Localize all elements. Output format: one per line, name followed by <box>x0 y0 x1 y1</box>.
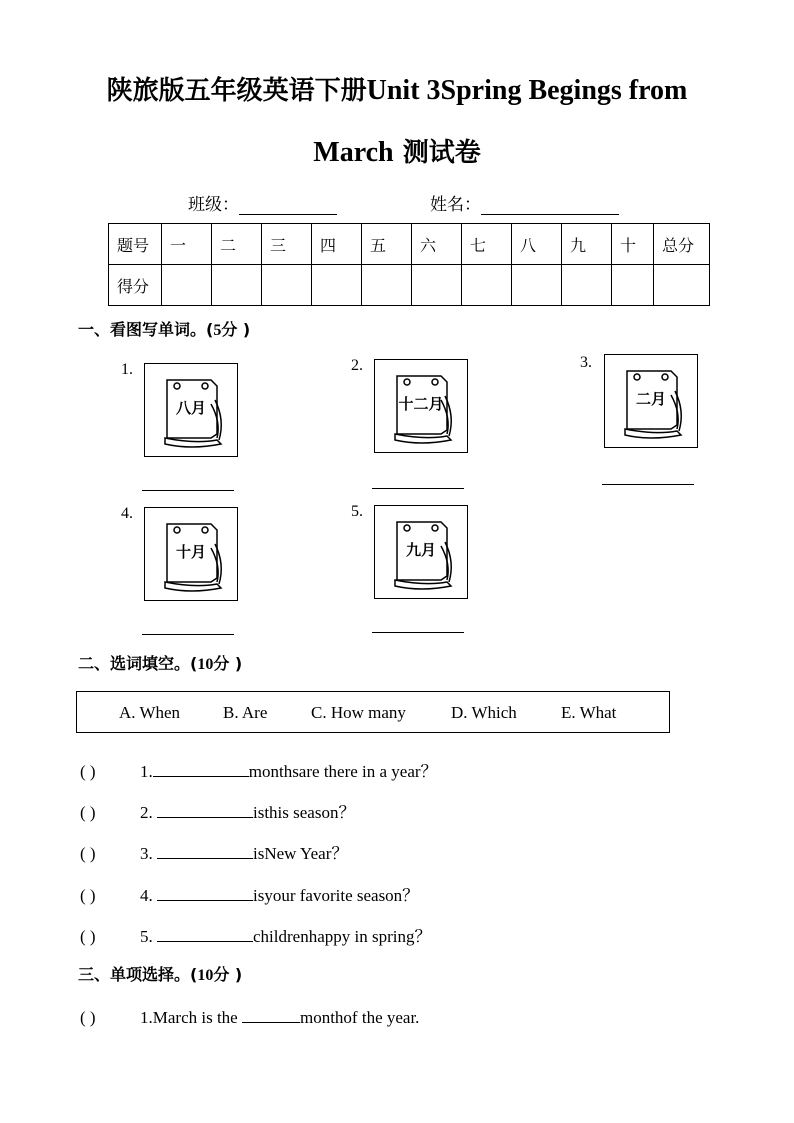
class-field <box>188 190 337 215</box>
page-title-line-2 <box>0 132 794 169</box>
question-text: isNew Year？ <box>253 844 349 863</box>
score-cell[interactable] <box>512 265 562 306</box>
month-label: 八月 <box>175 399 206 417</box>
question-row <box>80 798 355 823</box>
calendar-picture <box>374 359 468 453</box>
fill-blank[interactable] <box>157 925 253 942</box>
score-table-header-row <box>109 224 710 265</box>
question-text-after: monthof the year. <box>299 1008 420 1027</box>
option-what: E. What <box>561 703 617 722</box>
score-cell[interactable] <box>362 265 412 306</box>
question-number: 4. <box>140 886 153 905</box>
section-heading-text: 一、看图写单词。( <box>78 320 214 339</box>
score-cell[interactable] <box>654 265 710 306</box>
title-chinese-2: 测试卷 <box>402 138 481 168</box>
answer-parenthesis[interactable]: ( ) <box>80 844 96 863</box>
score-table-score-row <box>109 265 710 306</box>
question-row <box>80 922 431 947</box>
fill-blank[interactable] <box>157 884 253 901</box>
item-number: 1. <box>121 361 133 378</box>
question-text: isyour favorite season？ <box>253 886 420 905</box>
name-blank[interactable] <box>481 194 619 215</box>
table-cell: 总分 <box>654 224 710 265</box>
class-blank[interactable] <box>239 194 337 215</box>
section-heading-end: 分 ) <box>213 965 243 984</box>
question-number: 2. <box>140 803 153 822</box>
score-cell[interactable] <box>612 265 654 306</box>
title-chinese: 陕旅版五年级英语下册 <box>106 76 367 106</box>
option-how-many: C. How many <box>311 703 406 722</box>
score-cell[interactable] <box>312 265 362 306</box>
question-row <box>80 881 419 906</box>
name-field <box>430 190 619 215</box>
question-number: 3. <box>140 844 153 863</box>
section-1-heading <box>78 317 250 340</box>
answer-line[interactable] <box>372 488 464 489</box>
answer-parenthesis[interactable]: ( ) <box>80 762 96 781</box>
month-label: 二月 <box>635 390 666 408</box>
question-text: monthsare there in a year？ <box>248 762 438 781</box>
fill-blank[interactable] <box>242 1006 300 1023</box>
question-row <box>80 1006 419 1028</box>
score-cell[interactable] <box>262 265 312 306</box>
table-cell: 题号 <box>109 224 162 265</box>
section-2-heading <box>78 651 242 674</box>
score-cell[interactable] <box>462 265 512 306</box>
title-english: Unit 3Spring Begings from <box>366 75 688 106</box>
page-title-line-1 <box>0 70 794 107</box>
section-heading-text: 三、单项选择。( <box>78 965 198 984</box>
section-points: 10 <box>197 656 214 673</box>
option-are: B. Are <box>223 703 268 722</box>
table-cell: 二 <box>212 224 262 265</box>
name-label: 姓名： <box>430 195 481 215</box>
question-row <box>80 757 438 782</box>
table-cell: 五 <box>362 224 412 265</box>
answer-parenthesis[interactable]: ( ) <box>80 1008 96 1027</box>
title-english-2: March <box>313 137 394 168</box>
fill-blank[interactable] <box>157 842 253 859</box>
option-which: D. Which <box>451 703 517 722</box>
score-cell[interactable] <box>412 265 462 306</box>
answer-line[interactable] <box>142 634 234 635</box>
calendar-picture <box>604 354 698 448</box>
score-cell[interactable] <box>212 265 262 306</box>
item-number: 3. <box>580 354 592 371</box>
item-number: 4. <box>121 505 133 522</box>
calendar-picture <box>144 363 238 457</box>
table-cell: 八 <box>512 224 562 265</box>
question-number: 1. <box>140 762 153 781</box>
table-cell: 九 <box>562 224 612 265</box>
calendar-picture <box>144 507 238 601</box>
question-number: 5. <box>140 927 153 946</box>
section-heading-end: 分 ) <box>213 654 243 673</box>
section-3-heading <box>78 962 242 985</box>
question-row <box>80 839 348 864</box>
class-label: 班级： <box>188 195 239 215</box>
answer-line[interactable] <box>142 490 234 491</box>
word-bank-box <box>76 691 670 733</box>
section-heading-text: 二、选词填空。( <box>78 654 198 673</box>
item-number: 5. <box>351 503 363 520</box>
question-text-before: 1.March is the <box>140 1008 238 1027</box>
question-text: childrenhappy in spring？ <box>253 927 432 946</box>
table-cell: 四 <box>312 224 362 265</box>
calendar-picture <box>374 505 468 599</box>
answer-parenthesis[interactable]: ( ) <box>80 803 96 822</box>
section-heading-end: 分 ) <box>221 320 251 339</box>
answer-line[interactable] <box>602 484 694 485</box>
table-cell: 六 <box>412 224 462 265</box>
item-number: 2. <box>351 357 363 374</box>
question-text: isthis season？ <box>253 803 356 822</box>
table-cell: 七 <box>462 224 512 265</box>
month-label: 十月 <box>175 543 206 561</box>
option-when: A. When <box>119 703 181 722</box>
section-points: 5 <box>213 322 222 339</box>
table-cell: 得分 <box>109 265 162 306</box>
table-cell: 十 <box>612 224 654 265</box>
table-cell: 三 <box>262 224 312 265</box>
fill-blank[interactable] <box>157 801 253 818</box>
answer-parenthesis[interactable]: ( ) <box>80 886 96 905</box>
month-label: 十二月 <box>398 395 444 413</box>
score-table <box>108 223 710 306</box>
table-cell: 一 <box>162 224 212 265</box>
fill-blank[interactable] <box>153 760 249 777</box>
answer-parenthesis[interactable]: ( ) <box>80 927 96 946</box>
month-label: 九月 <box>405 541 436 559</box>
score-cell[interactable] <box>162 265 212 306</box>
answer-line[interactable] <box>372 632 464 633</box>
section-points: 10 <box>197 967 214 984</box>
score-cell[interactable] <box>562 265 612 306</box>
